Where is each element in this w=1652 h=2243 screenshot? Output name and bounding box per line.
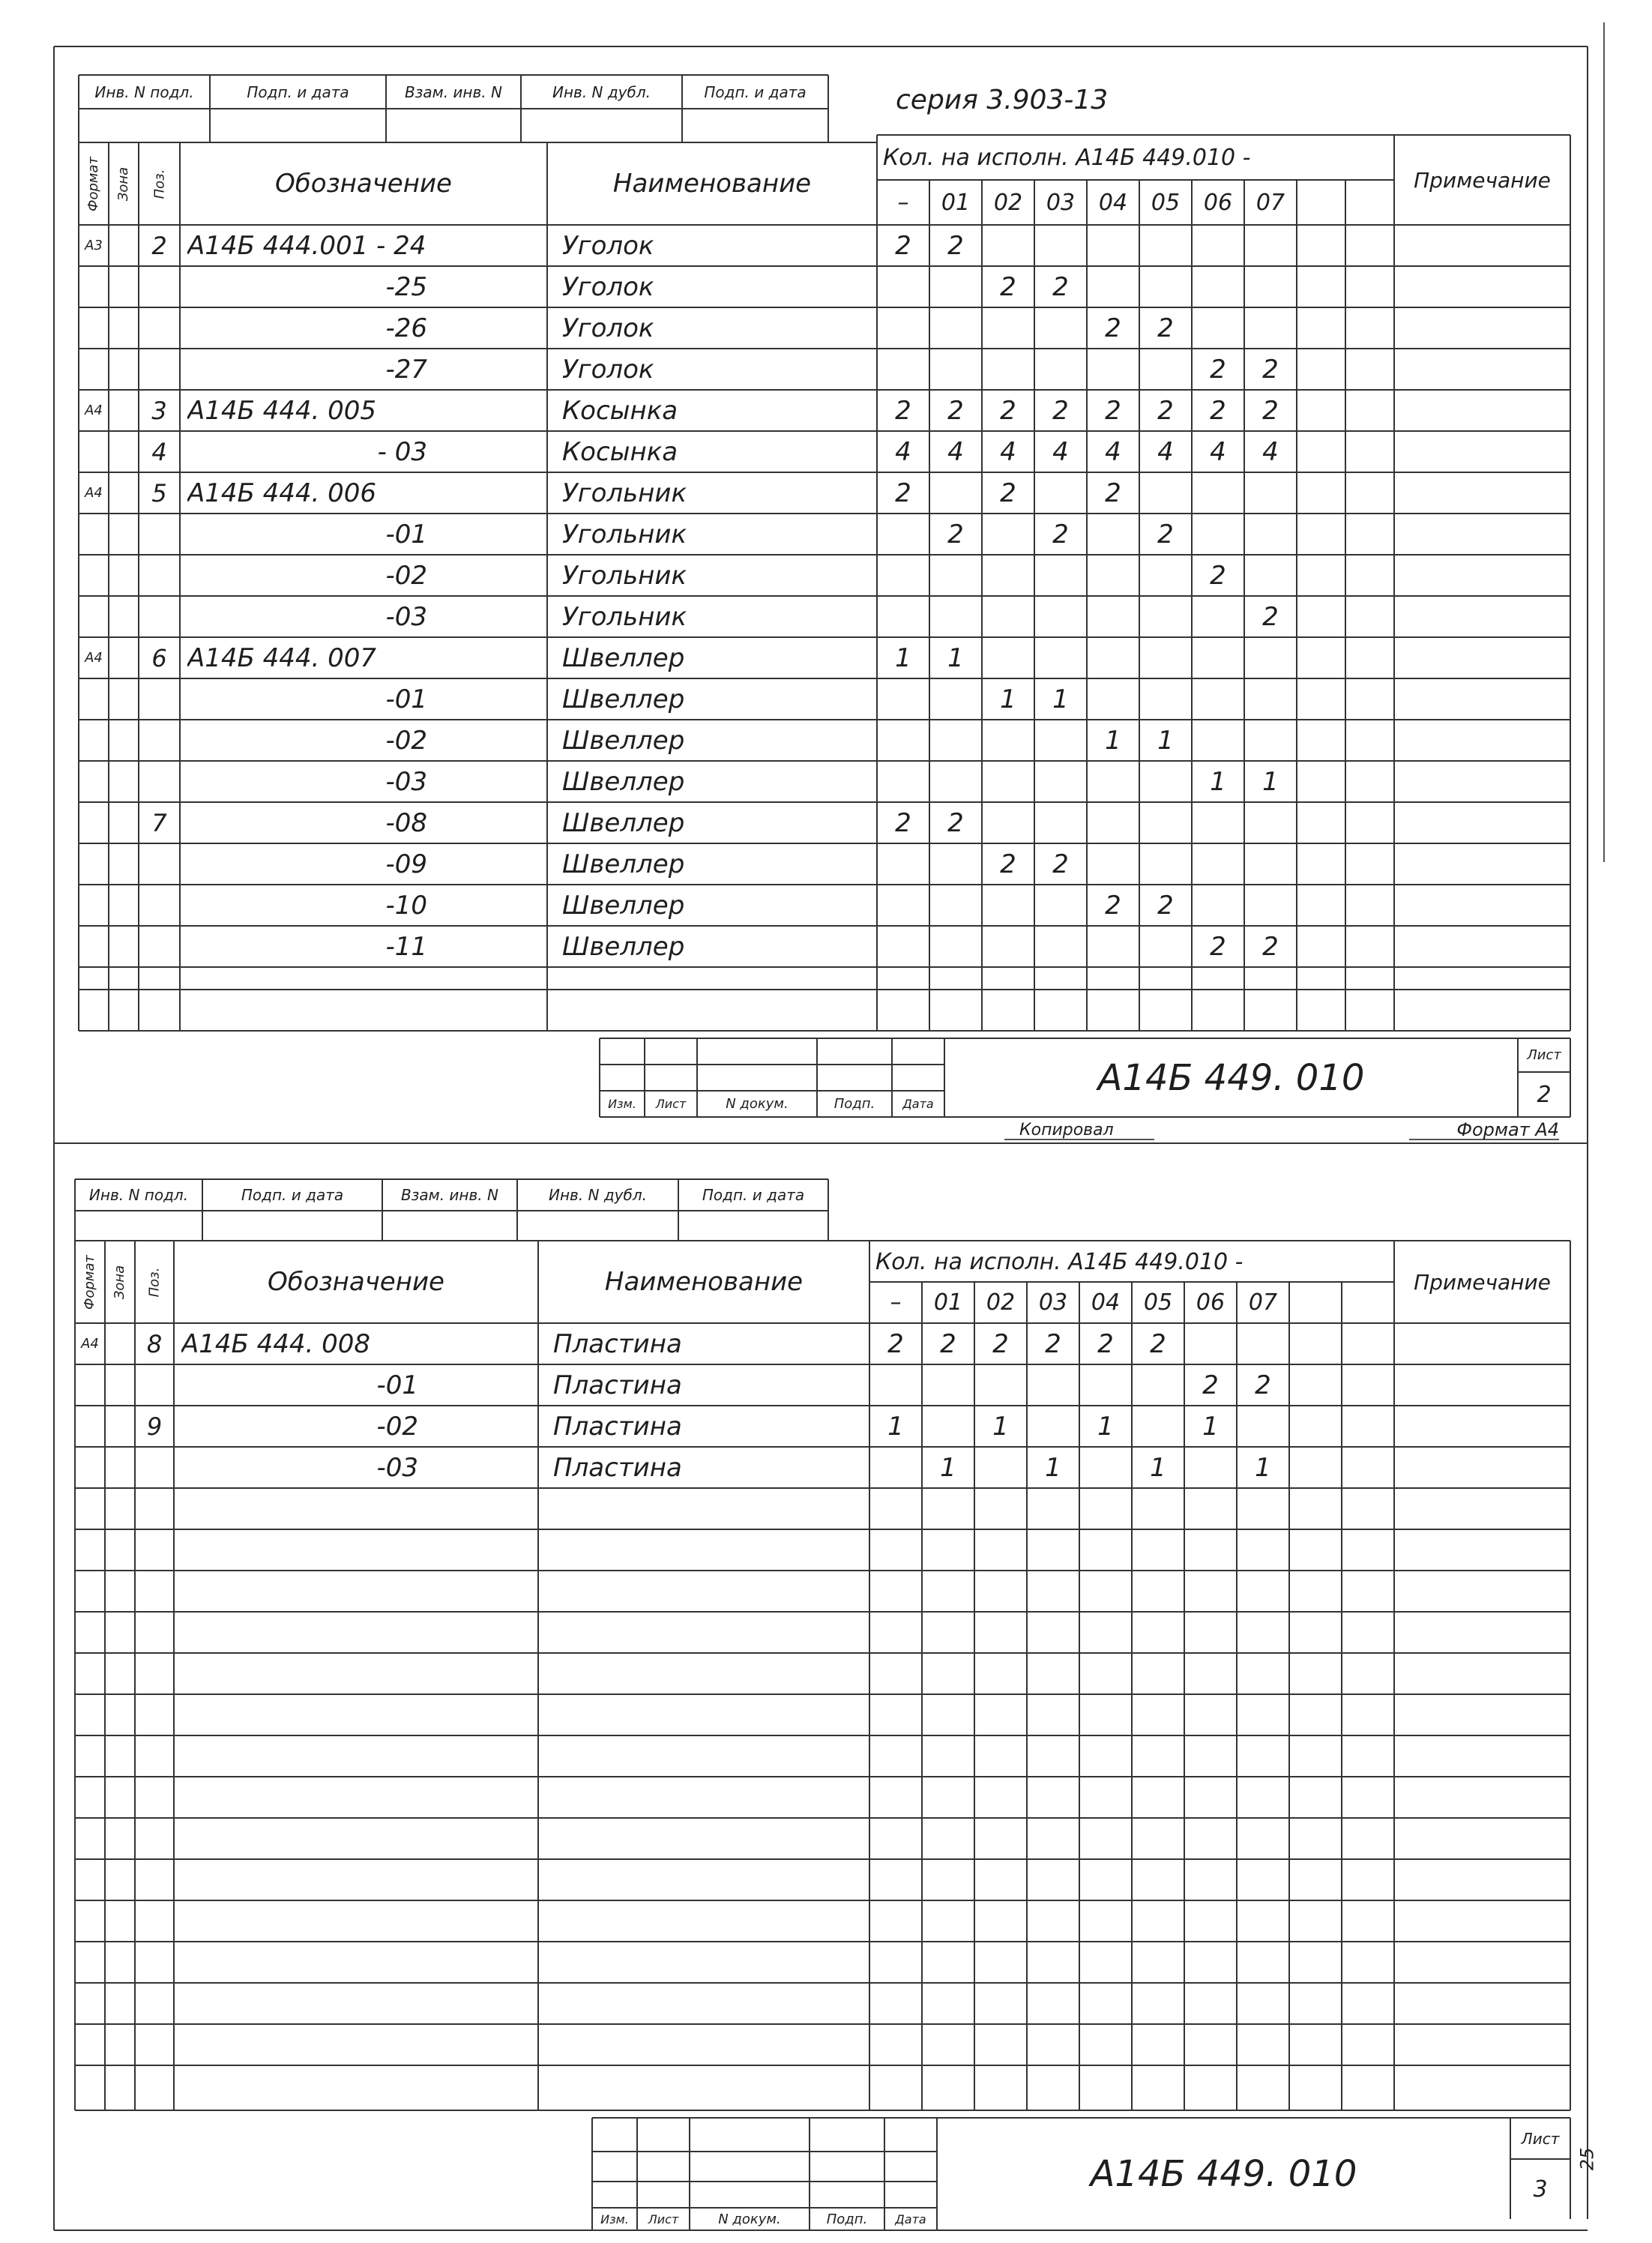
header-qty-label: Кол. на исполн. А14Б 449.010 - [883,144,1251,171]
row-qty: 2 [1052,395,1069,426]
row-name: Швеллер [562,766,685,797]
row-format: А4 [85,485,103,501]
row-qty: 1 [940,1452,956,1483]
page-number: 25 [1576,2147,1597,2171]
row-designation: -01 [376,1370,418,1400]
row-qty: 2 [1210,354,1226,385]
tb-izm-2: Изм. [600,2212,629,2227]
row-name: Уголок [562,313,654,343]
header-note: Примечание [1414,167,1551,193]
stamp-vzam-inv: Взам. инв. N [405,82,502,101]
row-name: Угольник [562,601,687,632]
row-qty: 2 [940,1328,956,1359]
row-qty: 4 [1262,436,1279,467]
header-format-2: Формат [82,1254,98,1310]
row-qty: 2 [887,1328,904,1359]
row-designation: А14Б 444. 007 [187,642,377,673]
header-pos-2: Поз. [146,1267,163,1297]
row-qty [1342,1364,1394,1406]
tb-document-code-2: А14Б 449. 010 [1090,2153,1357,2195]
row-name: Пластина [553,1370,682,1400]
row-qty: 1 [1052,684,1069,714]
row-qty: 1 [1105,725,1121,756]
qty-col-header: – [897,189,909,216]
row-qty: 1 [1157,725,1174,756]
row-position: 9 [146,1412,163,1441]
row-qty: 2 [1210,395,1226,426]
row-qty: 2 [1262,354,1279,385]
row-qty: 2 [1105,890,1121,921]
row-qty [869,1364,922,1406]
row-position: 3 [151,396,167,425]
row-designation: -01 [385,684,427,714]
row-qty [1079,1364,1132,1406]
row-qty: 4 [895,436,911,467]
row-name: Швеллер [562,642,685,673]
row-qty: 2 [1052,271,1069,302]
row-name: Угольник [562,478,687,508]
row-qty: 2 [1210,931,1226,962]
row-qty: 1 [1045,1452,1061,1483]
row-qty: 2 [1045,1328,1061,1359]
tb-sheet-number: 2 [1537,1081,1552,1108]
tb-sheet-label-2: Лист [1521,2129,1560,2148]
row-qty: 2 [895,478,911,508]
row-name: Угольник [562,560,687,591]
row-qty [869,1447,922,1488]
row-qty: 2 [947,230,964,261]
row-position: 7 [151,808,167,837]
tb-list-2: Лист [648,2212,679,2227]
row-qty: 1 [1000,684,1016,714]
row-position: 8 [146,1329,163,1358]
row-qty: 2 [1000,271,1016,302]
header-format: Формат [85,156,102,211]
row-qty: 1 [1202,1411,1219,1442]
row-name: Пластина [553,1411,682,1442]
row-qty: 4 [1000,436,1016,467]
header-designation-2: Обозначение [268,1267,444,1297]
row-qty: 1 [895,642,911,673]
row-qty: 2 [1202,1370,1219,1400]
tb-doc-no: N докум. [726,1096,789,1112]
header-name-2: Наименование [604,1267,804,1297]
qty-col-header: 07 [1248,1289,1278,1316]
row-designation: -27 [385,354,427,385]
row-qty: 4 [1157,436,1174,467]
tb-data: Дата [902,1097,934,1111]
stamp-inv-podl-2: Инв. N подл. [88,1186,189,1204]
qty-col-header: – [890,1289,902,1316]
tb-podp: Подп. [833,1096,875,1112]
row-qty: 1 [1255,1452,1271,1483]
row-position [135,1447,174,1488]
row-qty: 2 [1052,519,1069,550]
row-position [135,1364,174,1406]
row-designation: -03 [385,766,427,797]
row-designation: А14Б 444.001 - 24 [187,230,426,261]
row-designation: -02 [385,560,427,591]
stamp-inv-dubl-2: Инв. N дубл. [549,1186,647,1204]
row-format: А4 [81,1336,99,1352]
row-qty [1289,1406,1342,1447]
row-position: 6 [151,643,167,672]
row-designation: -25 [385,271,427,302]
row-qty [1184,1447,1237,1488]
row-format [75,1406,105,1447]
row-name: Косынка [562,395,678,426]
row-qty [974,1364,1027,1406]
row-name: Швеллер [562,725,685,756]
row-qty [1027,1364,1079,1406]
row-format [75,1447,105,1488]
row-qty: 2 [1255,1370,1271,1400]
row-qty: 2 [1097,1328,1114,1359]
row-qty: 2 [1157,313,1174,343]
header-qty-label-2: Кол. на исполн. А14Б 449.010 - [875,1248,1243,1275]
row-qty: 2 [1157,890,1174,921]
row-designation: -11 [385,931,427,962]
row-qty: 1 [887,1411,904,1442]
tb-doc-no-2: N докум. [718,2211,781,2227]
row-qty: 4 [1052,436,1069,467]
qty-col-header: 02 [986,1289,1016,1316]
stamp-inv-podl: Инв. N подл. [94,82,194,101]
row-name: Уголок [562,230,654,261]
stamp-vzam-inv-2: Взам. инв. N [401,1186,498,1204]
row-qty: 2 [1105,478,1121,508]
row-designation: -26 [385,313,427,343]
row-qty [1132,1406,1184,1447]
row-qty [922,1364,974,1406]
row-qty [974,1447,1027,1488]
row-name: Швеллер [562,684,685,714]
tb-sheet-number-2: 3 [1533,2176,1548,2203]
row-qty: 1 [1150,1452,1166,1483]
tb-document-code: А14Б 449. 010 [1097,1056,1365,1099]
qty-col-header: 02 [993,189,1023,216]
row-name: Пластина [553,1328,682,1359]
qty-col-header: 07 [1255,189,1285,216]
header-designation: Обозначение [275,169,452,199]
row-qty: 2 [1210,560,1226,591]
row-qty: 1 [947,642,964,673]
row-name: Швеллер [562,849,685,879]
row-qty: 2 [947,807,964,838]
qty-col-header: 04 [1091,1289,1121,1316]
header-note-2: Примечание [1414,1269,1551,1295]
row-qty: 1 [992,1411,1009,1442]
tb-podp-2: Подп. [826,2211,868,2227]
row-designation: -03 [385,601,427,632]
row-name: Швеллер [562,931,685,962]
row-name: Угольник [562,519,687,550]
row-qty [1132,1364,1184,1406]
stamp-podp-data-3: Подп. и дата [241,1186,344,1204]
row-position: 2 [151,231,167,260]
row-designation: -01 [385,519,427,550]
header-name: Наименование [612,169,812,199]
row-designation: А14Б 444. 008 [181,1328,371,1359]
row-qty [1237,1323,1289,1364]
row-format [75,1364,105,1406]
row-name: Уголок [562,354,654,385]
row-name: Косынка [562,436,678,467]
row-qty [1289,1364,1342,1406]
header-pos: Поз. [151,169,167,199]
row-name: Швеллер [562,807,685,838]
row-qty: 2 [1000,478,1016,508]
header-zone-2: Зона [112,1265,128,1299]
row-name: Уголок [562,271,654,302]
row-qty [1342,1406,1394,1447]
qty-col-header [1289,1282,1342,1323]
row-designation: А14Б 444. 006 [187,478,377,508]
row-qty [1289,1447,1342,1488]
row-qty: 2 [1105,313,1121,343]
row-qty: 1 [1097,1411,1114,1442]
row-qty: 2 [895,230,911,261]
qty-col-header: 05 [1151,189,1181,216]
row-qty: 2 [1157,395,1174,426]
row-designation: -10 [385,890,427,921]
row-position: 4 [151,437,167,466]
row-designation: -02 [376,1411,418,1442]
row-qty: 2 [1262,601,1279,632]
row-qty: 2 [1262,931,1279,962]
tb-data-2: Дата [895,2212,926,2227]
row-qty: 1 [1210,766,1226,797]
row-format: А4 [85,403,103,418]
stamp-podp-data-2: Подп. и дата [704,82,807,101]
row-name: Пластина [553,1452,682,1483]
row-qty [1027,1406,1079,1447]
row-qty: 2 [1150,1328,1166,1359]
qty-col-header: 06 [1203,189,1233,216]
row-qty: 2 [1052,849,1069,879]
row-qty: 2 [895,807,911,838]
row-qty [1184,1323,1237,1364]
stamp-inv-dubl: Инв. N дубл. [552,82,651,101]
qty-col-header: 04 [1098,189,1128,216]
row-qty: 4 [947,436,964,467]
tb-format: Формат А4 [1456,1119,1559,1140]
stamp-podp-data: Подп. и дата [247,82,349,101]
stamp-podp-data-4: Подп. и дата [702,1186,805,1204]
row-qty: 2 [1000,849,1016,879]
row-designation: -03 [376,1452,418,1483]
row-qty: 4 [1105,436,1121,467]
row-qty: 2 [947,395,964,426]
row-designation: - 03 [377,436,427,467]
row-qty: 2 [1262,395,1279,426]
row-format: А4 [85,650,103,666]
qty-col-header: 03 [1046,189,1076,216]
qty-col-header: 01 [933,1289,963,1316]
row-designation: А14Б 444. 005 [187,395,377,426]
qty-col-header: 06 [1196,1289,1226,1316]
row-format: А3 [85,238,103,253]
row-qty: 4 [1210,436,1226,467]
qty-col-header: 05 [1143,1289,1173,1316]
row-qty: 2 [947,519,964,550]
row-qty [1342,1323,1394,1364]
row-designation: -08 [385,807,427,838]
qty-col-header: 03 [1038,1289,1068,1316]
qty-col-header: 01 [941,189,971,216]
row-name: Швеллер [562,890,685,921]
qty-col-header [1342,1282,1394,1323]
row-qty: 1 [1262,766,1279,797]
series-label: серия 3.903-13 [896,84,1109,115]
row-qty [1079,1447,1132,1488]
row-qty [1289,1323,1342,1364]
tb-copied: Копировал [1019,1120,1114,1139]
tb-izm: Изм. [608,1097,636,1111]
header-zone: Зона [115,166,132,201]
row-qty: 2 [895,395,911,426]
row-qty: 2 [1000,395,1016,426]
row-qty: 2 [992,1328,1009,1359]
row-qty: 2 [1157,519,1174,550]
row-designation: -09 [385,849,427,879]
tb-sheet-label: Лист [1527,1047,1561,1063]
row-qty [1342,1447,1394,1488]
row-position: 5 [151,478,167,508]
row-designation: -02 [385,725,427,756]
row-qty [1237,1406,1289,1447]
tb-list: Лист [655,1097,687,1111]
row-qty: 2 [1105,395,1121,426]
row-qty [922,1406,974,1447]
